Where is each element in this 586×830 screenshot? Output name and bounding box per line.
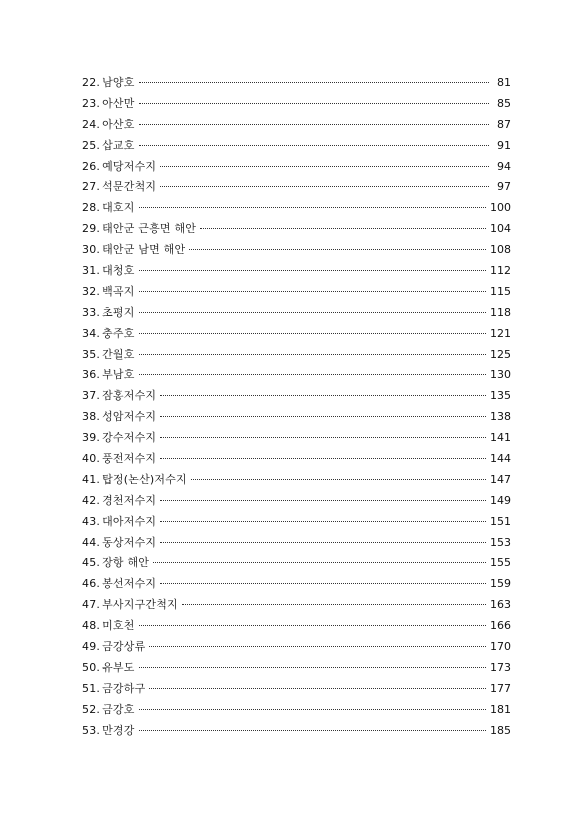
toc-entry-name: 초평지: [102, 305, 135, 319]
toc-entry-title: [82, 365, 135, 386]
toc-entry-page: 115: [490, 284, 511, 298]
toc-dot-leader: [191, 479, 486, 480]
toc-entry-title: [82, 658, 135, 679]
toc-entry-page: 91: [497, 138, 511, 152]
toc-entry-name: 미호천: [102, 619, 135, 633]
toc-entry: [82, 679, 511, 700]
toc-entry-page: 121: [490, 326, 511, 340]
toc-dot-leader: [139, 667, 486, 668]
toc-entry: [82, 637, 511, 658]
toc-entry-title: [82, 533, 156, 554]
toc-entry-number: 32.: [82, 284, 101, 298]
toc-entry: [82, 73, 511, 94]
toc-entry-page: 108: [490, 243, 511, 257]
toc-entry-title: [82, 115, 135, 136]
toc-entry-name: 풍전저수지: [102, 452, 157, 466]
toc-entry-number: 26.: [82, 159, 101, 173]
toc-entry-name: 아산만: [102, 96, 135, 110]
toc-entry-name: 예당저수지: [102, 159, 157, 173]
toc-entry-title: [82, 700, 135, 721]
toc-entry-name: 성암저수지: [102, 410, 157, 424]
toc-entry-number: 35.: [82, 347, 101, 361]
toc-entry: [82, 407, 511, 428]
toc-entry-number: 31.: [82, 264, 101, 278]
toc-dot-leader: [153, 562, 486, 563]
toc-entry-name: 대아저수지: [102, 514, 157, 528]
toc-entry-page: 118: [490, 305, 511, 319]
toc-entry-name: 탑정(논산)저수지: [102, 472, 187, 486]
toc-entry-page: 144: [490, 452, 511, 466]
toc-entry-number: 37.: [82, 389, 101, 403]
toc-entry: [82, 428, 511, 449]
toc-entry-name: 아산호: [102, 117, 135, 131]
toc-dot-leader: [182, 604, 486, 605]
toc-entry: [82, 700, 511, 721]
toc-entry-title: [82, 553, 149, 574]
toc-entry: [82, 574, 511, 595]
toc-entry-number: 40.: [82, 452, 101, 466]
toc-dot-leader: [139, 103, 489, 104]
toc-entry: [82, 324, 511, 345]
toc-entry-page: 135: [490, 389, 511, 403]
toc-dot-leader: [160, 416, 486, 417]
toc-entry-name: 대청호: [102, 264, 135, 278]
toc-entry-name: 봉선저수지: [102, 577, 157, 591]
toc-entry-title: [82, 94, 135, 115]
toc-entry-number: 38.: [82, 410, 101, 424]
toc-entry-number: 39.: [82, 431, 101, 445]
toc-entry: [82, 721, 511, 742]
toc-entry-name: 태안군 남면 해안: [102, 243, 186, 257]
toc-dot-leader: [139, 374, 486, 375]
toc-dot-leader: [160, 186, 489, 187]
toc-entry-title: [82, 595, 178, 616]
toc-entry-page: 173: [490, 660, 511, 674]
toc-entry-title: [82, 637, 145, 658]
toc-dot-leader: [160, 437, 486, 438]
toc-dot-leader: [139, 124, 489, 125]
table-of-contents: [82, 73, 511, 742]
toc-entry-page: 94: [497, 159, 511, 173]
toc-dot-leader: [160, 542, 486, 543]
toc-entry: [82, 386, 511, 407]
toc-entry: [82, 157, 511, 178]
toc-dot-leader: [139, 354, 486, 355]
toc-entry-page: 130: [490, 368, 511, 382]
toc-entry-title: [82, 470, 187, 491]
toc-entry-name: 태안군 근흥면 해안: [102, 222, 197, 236]
toc-entry-name: 금강하구: [102, 681, 146, 695]
toc-dot-leader: [139, 709, 486, 710]
toc-entry-title: [82, 386, 156, 407]
toc-entry-name: 강수저수지: [102, 431, 157, 445]
toc-entry: [82, 94, 511, 115]
toc-entry-page: 155: [490, 556, 511, 570]
toc-entry-number: 48.: [82, 619, 101, 633]
toc-entry-name: 삽교호: [102, 138, 135, 152]
toc-entry-title: [82, 177, 156, 198]
toc-entry: [82, 261, 511, 282]
toc-dot-leader: [160, 395, 486, 396]
toc-entry-page: 177: [490, 681, 511, 695]
toc-entry-number: 29.: [82, 222, 101, 236]
toc-dot-leader: [139, 145, 489, 146]
toc-entry-number: 41.: [82, 472, 101, 486]
toc-entry-title: [82, 261, 135, 282]
toc-entry-page: 185: [490, 723, 511, 737]
toc-entry-name: 만경강: [102, 723, 135, 737]
toc-entry-name: 유부도: [102, 660, 135, 674]
toc-dot-leader: [200, 228, 486, 229]
toc-entry: [82, 282, 511, 303]
toc-entry: [82, 136, 511, 157]
toc-entry: [82, 198, 511, 219]
toc-dot-leader: [139, 625, 486, 626]
toc-entry-name: 부사지구간척지: [102, 598, 178, 612]
toc-entry: [82, 449, 511, 470]
toc-entry-number: 24.: [82, 117, 101, 131]
toc-entry-name: 경천저수지: [102, 493, 157, 507]
toc-dot-leader: [139, 291, 486, 292]
toc-entry-page: 147: [490, 472, 511, 486]
toc-entry-number: 27.: [82, 180, 101, 194]
toc-entry-title: [82, 136, 135, 157]
toc-dot-leader: [149, 688, 486, 689]
toc-entry-page: 153: [490, 535, 511, 549]
toc-entry-number: 42.: [82, 493, 101, 507]
toc-entry: [82, 345, 511, 366]
toc-entry: [82, 303, 511, 324]
toc-entry-number: 50.: [82, 660, 101, 674]
toc-entry-name: 금강호: [102, 702, 135, 716]
toc-entry-name: 금강상류: [102, 640, 146, 654]
toc-entry-name: 장항 해안: [102, 556, 150, 570]
toc-entry-name: 남양호: [102, 76, 135, 89]
toc-entry-title: [82, 512, 156, 533]
toc-entry: [82, 512, 511, 533]
toc-entry-title: [82, 282, 135, 303]
toc-dot-leader: [149, 646, 486, 647]
toc-entry-page: 87: [497, 117, 511, 131]
toc-dot-leader: [160, 521, 486, 522]
toc-entry-title: [82, 345, 135, 366]
toc-entry-name: 대호지: [102, 201, 135, 215]
toc-dot-leader: [139, 333, 486, 334]
toc-entry-number: 47.: [82, 598, 101, 612]
toc-entry-number: 43.: [82, 514, 101, 528]
toc-dot-leader: [139, 207, 486, 208]
toc-entry-title: [82, 616, 135, 637]
toc-entry-title: [82, 574, 156, 595]
toc-dot-leader: [160, 583, 486, 584]
toc-entry-title: [82, 407, 156, 428]
toc-entry-title: [82, 219, 196, 240]
toc-dot-leader: [160, 166, 489, 167]
toc-entry-number: 23.: [82, 96, 101, 110]
toc-entry-number: 53.: [82, 723, 101, 737]
toc-entry-page: 166: [490, 619, 511, 633]
toc-entry-page: 141: [490, 431, 511, 445]
toc-entry: [82, 470, 511, 491]
toc-dot-leader: [139, 270, 486, 271]
toc-entry: [82, 616, 511, 637]
toc-entry: [82, 177, 511, 198]
toc-dot-leader: [160, 500, 486, 501]
toc-entry-number: 49.: [82, 640, 101, 654]
toc-entry-page: 125: [490, 347, 511, 361]
toc-entry-number: 22.: [82, 76, 101, 89]
toc-entry-title: [82, 449, 156, 470]
toc-entry-title: [82, 428, 156, 449]
toc-entry-title: [82, 679, 145, 700]
toc-entry: [82, 658, 511, 679]
toc-entry-name: 백곡지: [102, 284, 135, 298]
toc-entry-number: 30.: [82, 243, 101, 257]
toc-entry-page: 112: [490, 264, 511, 278]
toc-entry-title: [82, 198, 135, 219]
toc-entry-title: [82, 240, 185, 261]
toc-entry-page: 159: [490, 577, 511, 591]
toc-entry-page: 85: [497, 96, 511, 110]
toc-entry: [82, 553, 511, 574]
toc-entry-name: 잠홍저수지: [102, 389, 157, 403]
toc-entry-number: 25.: [82, 138, 101, 152]
toc-entry: [82, 365, 511, 386]
toc-entry: [82, 115, 511, 136]
toc-entry-number: 28.: [82, 201, 101, 215]
toc-entry-name: 동상저수지: [102, 535, 157, 549]
toc-entry-name: 간월호: [102, 347, 135, 361]
toc-entry-page: 81: [497, 76, 511, 89]
toc-entry-title: [82, 157, 156, 178]
toc-entry: [82, 240, 511, 261]
toc-entry-number: 51.: [82, 681, 101, 695]
toc-entry: [82, 491, 511, 512]
toc-entry-number: 52.: [82, 702, 101, 716]
toc-entry-title: [82, 324, 135, 345]
toc-entry-page: 100: [490, 201, 511, 215]
toc-entry: [82, 219, 511, 240]
toc-entry-number: 36.: [82, 368, 101, 382]
toc-entry-title: [82, 303, 135, 324]
toc-entry-name: 충주호: [102, 326, 135, 340]
toc-entry-page: 97: [497, 180, 511, 194]
toc-entry-name: 석문간척지: [102, 180, 157, 194]
toc-entry-page: 104: [490, 222, 511, 236]
toc-entry-page: 151: [490, 514, 511, 528]
toc-dot-leader: [139, 82, 489, 83]
toc-entry-number: 46.: [82, 577, 101, 591]
toc-entry-number: 45.: [82, 556, 101, 570]
toc-entry: [82, 595, 511, 616]
toc-entry-title: [82, 491, 156, 512]
toc-entry-page: 163: [490, 598, 511, 612]
toc-dot-leader: [160, 458, 486, 459]
toc-entry-name: 부남호: [102, 368, 135, 382]
toc-dot-leader: [189, 249, 486, 250]
toc-entry-page: 170: [490, 640, 511, 654]
toc-entry-page: 138: [490, 410, 511, 424]
toc-dot-leader: [139, 730, 486, 731]
toc-entry: [82, 533, 511, 554]
toc-dot-leader: [139, 312, 486, 313]
toc-entry-number: 44.: [82, 535, 101, 549]
toc-entry-number: 34.: [82, 326, 101, 340]
toc-entry-number: 33.: [82, 305, 101, 319]
toc-entry-title: [82, 73, 135, 94]
toc-entry-page: 181: [490, 702, 511, 716]
toc-entry-page: 149: [490, 493, 511, 507]
toc-entry-title: [82, 721, 135, 742]
